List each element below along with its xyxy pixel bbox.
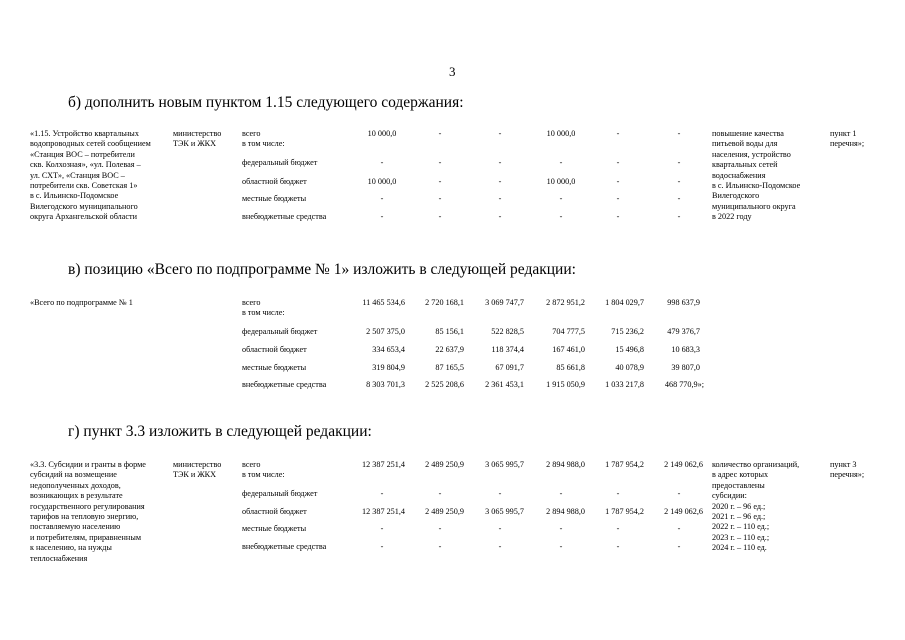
section-v-description: «Всего по подпрограмме № 1 <box>30 298 133 307</box>
section-v-value: 67 091,7 <box>495 363 524 372</box>
section-v-value: 998 637,9 <box>667 298 700 307</box>
section-b-description: «1.15. Устройство квартальных водопроводных сетей сообщением «Станция ВОС – потребители скв. Колхозная», «ул. Полевая – ул. СХТ», «Станция ВОС – потребители скв. Советская 1» в с. Ильинско-Подомское Вилегодского муниципального округа Архангельской области <box>30 129 151 222</box>
section-b-value: - <box>616 212 620 221</box>
section-v-value: 2 525 208,6 <box>425 380 464 389</box>
section-g-source-local: местные бюджеты <box>242 524 307 533</box>
section-g-value: - <box>559 489 563 498</box>
section-v-source-extrabudget: внебюджетные средства <box>242 380 327 389</box>
section-g-value: 2 894 988,0 <box>546 507 585 516</box>
section-b-source-total: всего в том числе: <box>242 129 285 149</box>
section-g-value: - <box>380 524 384 533</box>
section-g-description: «3.3. Субсидии и гранты в форме субсидий на возмещение недополученных доходов, возникающих в результате государственного регулирования тарифов на тепловую энергию, поставляемую населению и потребителям, приравненным к населению, на нужды теплоснабжения <box>30 460 146 563</box>
section-b-value: - <box>438 194 442 203</box>
section-b-value: - <box>677 212 681 221</box>
section-v-value: 334 653,4 <box>372 345 405 354</box>
section-v-heading: в) позицию «Всего по подпрограмме № 1» изложить в следующей редакции: <box>68 261 576 278</box>
section-b-value: 10 000,0 <box>546 177 576 186</box>
section-v-source-regional: областной бюджет <box>242 345 307 354</box>
section-b-value: 10 000,0 <box>546 129 576 138</box>
section-b-value: - <box>498 129 502 138</box>
section-v-value: 468 770,9»; <box>664 380 704 389</box>
section-g-value: - <box>498 524 502 533</box>
section-v-source-federal: федеральный бюджет <box>242 327 318 336</box>
section-b-value: - <box>438 129 442 138</box>
section-g-value: 12 387 251,4 <box>362 460 405 469</box>
section-g-result: количество организаций, в адрес которых предоставлены субсидии: 2020 г. – 96 ед.; 2021 г. – 96 ед.; 2022 г. – 110 ед.; 2023 г. – 110 ед.; 2024 г. – 110 ед. <box>712 460 800 553</box>
section-b-value: - <box>616 177 620 186</box>
section-v-value: 10 683,3 <box>671 345 700 354</box>
section-b-value: - <box>559 212 563 221</box>
section-v-value: 167 461,0 <box>552 345 585 354</box>
section-g-value: 2 149 062,6 <box>664 507 703 516</box>
section-v-value: 704 777,5 <box>552 327 585 336</box>
section-b-value: - <box>498 158 502 167</box>
section-v-value: 3 069 747,7 <box>485 298 524 307</box>
section-b-reference: пункт 1 перечня»; <box>830 129 865 149</box>
section-b-value: - <box>380 194 384 203</box>
section-g-value: - <box>677 489 681 498</box>
section-v-value: 522 828,5 <box>491 327 524 336</box>
section-g-reference: пункт 3 перечня»; <box>830 460 865 480</box>
section-b-value: - <box>498 194 502 203</box>
section-v-value: 2 361 453,1 <box>485 380 524 389</box>
section-v-value: 85 156,1 <box>435 327 464 336</box>
section-v-value: 11 465 534,6 <box>362 298 405 307</box>
section-g-value: - <box>677 542 681 551</box>
section-g-value: 2 894 988,0 <box>546 460 585 469</box>
section-g-value: 2 489 250,9 <box>425 507 464 516</box>
section-g-value: - <box>498 489 502 498</box>
section-v-value: 40 078,9 <box>615 363 644 372</box>
section-v-value: 2 720 168,1 <box>425 298 464 307</box>
section-g-value: - <box>616 524 620 533</box>
section-v-source-local: местные бюджеты <box>242 363 307 372</box>
section-b-source-local: местные бюджеты <box>242 194 307 203</box>
section-v-value: 87 165,5 <box>435 363 464 372</box>
section-b-executor: министерство ТЭК и ЖКХ <box>173 129 222 149</box>
section-g-value: - <box>677 524 681 533</box>
section-b-value: - <box>559 194 563 203</box>
section-b-value: - <box>559 158 563 167</box>
section-g-source-total: всего в том числе: <box>242 460 285 480</box>
section-b-value: - <box>616 129 620 138</box>
section-b-value: - <box>380 158 384 167</box>
section-g-value: - <box>616 542 620 551</box>
section-g-value: 2 489 250,9 <box>425 460 464 469</box>
section-b-result: повышение качества питьевой воды для населения, устройство квартальных сетей водоснабжения в с. Ильинско-Подомское Вилегодского муниципального округа в 2022 году <box>712 129 801 222</box>
section-g-heading: г) пункт 3.3 изложить в следующей редакции: <box>68 423 372 440</box>
section-g-source-regional: областной бюджет <box>242 507 307 516</box>
section-g-value: - <box>438 489 442 498</box>
section-b-value: - <box>438 177 442 186</box>
section-v-source-total: всего в том числе: <box>242 298 285 318</box>
section-b-value: - <box>677 129 681 138</box>
section-b-value: - <box>677 177 681 186</box>
section-g-value: 12 387 251,4 <box>362 507 405 516</box>
section-v-value: 319 804,9 <box>372 363 405 372</box>
page-number: 3 <box>449 64 456 79</box>
section-v-value: 1 915 050,9 <box>546 380 585 389</box>
section-g-value: - <box>616 489 620 498</box>
section-g-source-federal: федеральный бюджет <box>242 489 318 498</box>
section-g-value: 1 787 954,2 <box>605 507 644 516</box>
section-b-value: - <box>616 158 620 167</box>
section-v-value: 2 507 375,0 <box>366 327 405 336</box>
section-g-value: - <box>559 542 563 551</box>
section-b-value: - <box>677 194 681 203</box>
section-b-value: - <box>616 194 620 203</box>
section-v-value: 715 236,2 <box>611 327 644 336</box>
section-v-value: 85 661,8 <box>556 363 585 372</box>
section-v-value: 22 637,9 <box>435 345 464 354</box>
section-b-source-regional: областной бюджет <box>242 177 307 186</box>
section-g-value: - <box>380 542 384 551</box>
section-b-source-federal: федеральный бюджет <box>242 158 318 167</box>
section-v-value: 1 804 029,7 <box>605 298 644 307</box>
section-b-value: 10 000,0 <box>367 129 397 138</box>
section-g-value: 2 149 062,6 <box>664 460 703 469</box>
section-g-value: - <box>380 489 384 498</box>
section-v-value: 2 872 951,2 <box>546 298 585 307</box>
section-b-value: - <box>498 177 502 186</box>
section-v-value: 39 807,0 <box>671 363 700 372</box>
section-b-value: - <box>498 212 502 221</box>
section-g-value: - <box>438 524 442 533</box>
section-v-value: 118 374,4 <box>491 345 524 354</box>
section-g-source-extrabudget: внебюджетные средства <box>242 542 327 551</box>
section-g-value: - <box>438 542 442 551</box>
section-v-value: 1 033 217,8 <box>605 380 644 389</box>
section-g-value: - <box>498 542 502 551</box>
section-b-value: - <box>438 212 442 221</box>
section-g-value: 1 787 954,2 <box>605 460 644 469</box>
section-g-value: 3 065 995,7 <box>485 507 524 516</box>
section-g-value: 3 065 995,7 <box>485 460 524 469</box>
section-g-value: - <box>559 524 563 533</box>
section-b-value: - <box>438 158 442 167</box>
section-v-value: 8 303 701,3 <box>366 380 405 389</box>
section-v-value: 479 376,7 <box>667 327 700 336</box>
section-g-executor: министерство ТЭК и ЖКХ <box>173 460 222 480</box>
section-b-value: - <box>677 158 681 167</box>
section-b-heading: б) дополнить новым пунктом 1.15 следующего содержания: <box>68 94 464 111</box>
section-b-value: 10 000,0 <box>367 177 397 186</box>
section-b-value: - <box>380 212 384 221</box>
section-b-source-extrabudget: внебюджетные средства <box>242 212 327 221</box>
section-v-value: 15 496,8 <box>615 345 644 354</box>
